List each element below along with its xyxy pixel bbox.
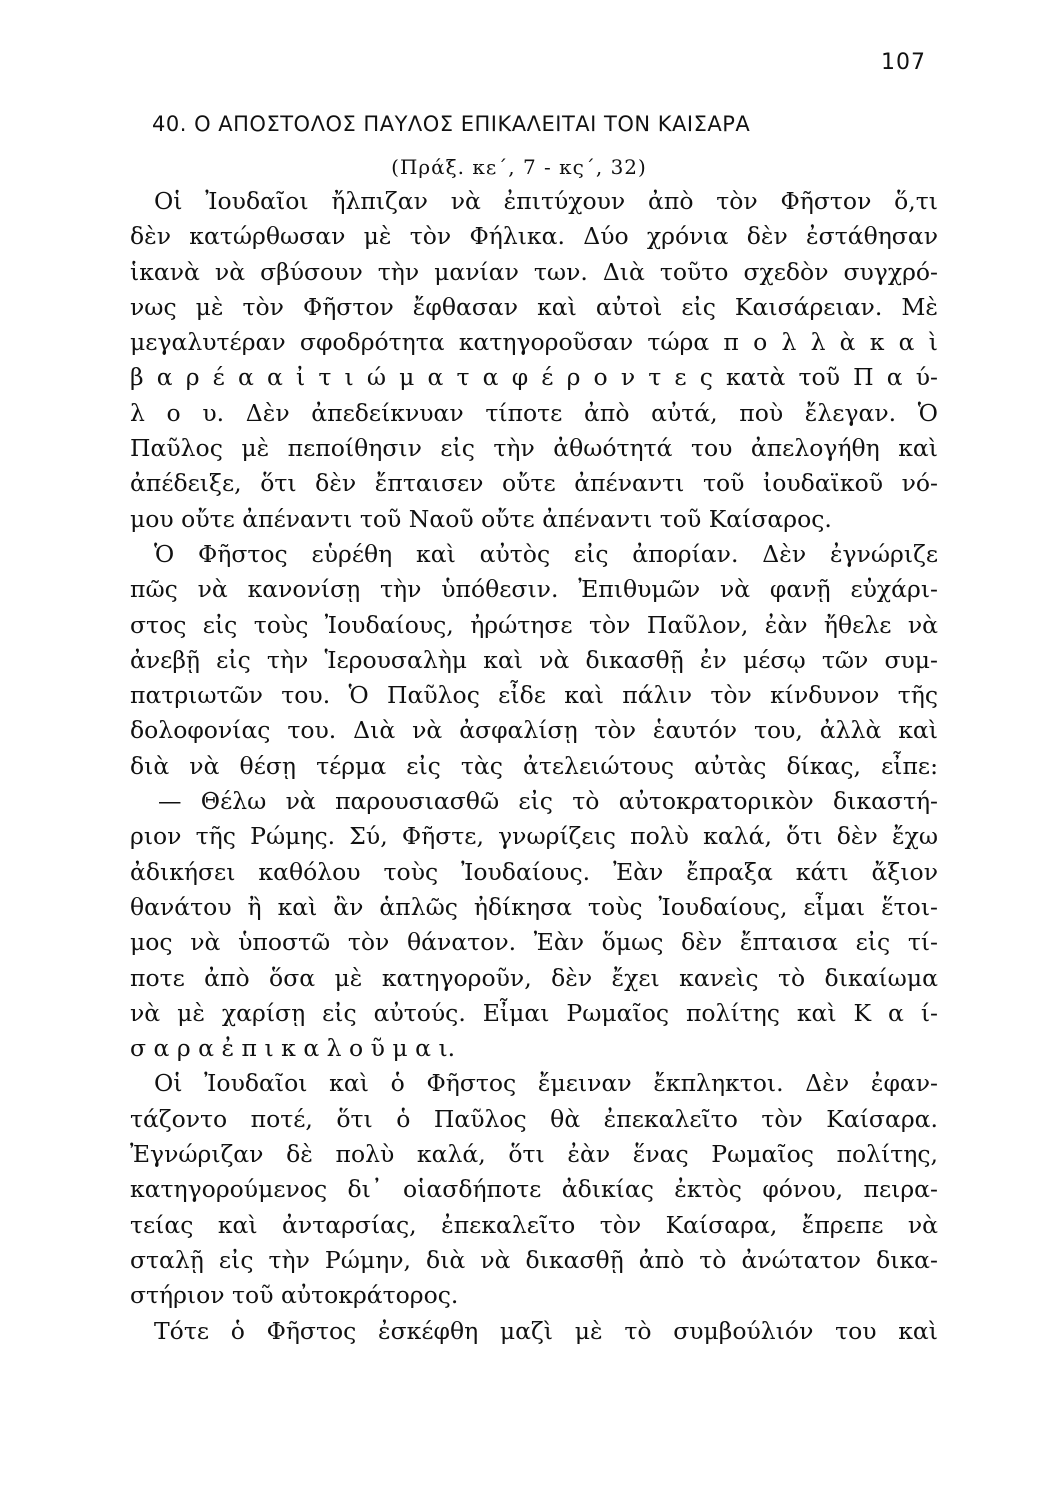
text-line: σταλῇ εἰς τὴν Ρώμην, διὰ νὰ δικασθῇ ἀπὸ τὸ ἀνώτατον δικα-: [130, 1245, 938, 1274]
text-line: Παῦλος μὲ πεποίθησιν εἰς τὴν ἀθωότητά του ἀπελογήθη καὶ: [130, 434, 938, 463]
text-line: στος εἰς τοὺς Ἰουδαίους, ἠρώτησε τὸν Παῦλον, ἐὰν ἤθελε νὰ: [130, 610, 938, 639]
text-line: Ὁ Φῆστος εὑρέθη καὶ αὐτὸς εἰς ἀπορίαν. Δὲν ἐγνώριζε: [154, 539, 938, 568]
text-line: στήριον τοῦ αὐτοκράτορος.: [130, 1281, 459, 1310]
text-line: ἀπέδειξε, ὅτι δὲν ἔπταισεν οὔτε ἀπέναντι τοῦ ἰουδαϊκοῦ νό-: [130, 469, 938, 498]
text-line: δὲν κατώρθωσαν μὲ τὸν Φήλικα. Δύο χρόνια δὲν ἐστάθησαν: [130, 222, 938, 251]
text-line: ἀδικήσει καθόλου τοὺς Ἰουδαίους. Ἐὰν ἔπραξα κάτι ἄξιον: [130, 857, 938, 886]
text-line: Οἱ Ἰουδαῖοι ἤλπιζαν νὰ ἐπιτύχουν ἀπὸ τὸν Φῆστον ὅ,τι: [154, 187, 938, 215]
scripture-reference: (Πράξ. κε΄, 7 - κς΄, 32): [391, 155, 647, 179]
text-line: ἀνεβῇ εἰς τὴν Ἱερουσαλὴμ καὶ νὰ δικασθῇ ἐν μέσῳ τῶν συμ-: [130, 645, 938, 674]
text-line: σ α ρ α ἐ π ι κ α λ ο ῦ μ α ι.: [130, 1034, 456, 1063]
text-line: δολοφονίας του. Διὰ νὰ ἀσφαλίσῃ τὸν ἑαυτόν του, ἀλλὰ καὶ: [130, 716, 938, 745]
text-line: ἱκανὰ νὰ σβύσουν τὴν μανίαν των. Διὰ τοῦτο σχεδὸν συγχρό-: [130, 257, 938, 286]
text-line: — Θέλω νὰ παρουσιασθῶ εἰς τὸ αὐτοκρατορικὸν δικαστή-: [158, 787, 938, 816]
text-line: Οἱ Ἰουδαῖοι καὶ ὁ Φῆστος ἔμειναν ἔκπληκτοι. Δὲν ἐφαν-: [154, 1069, 938, 1098]
text-line: ποτε ἀπὸ ὅσα μὲ κατηγοροῦν, δὲν ἔχει κανεὶς τὸ δικαίωμα: [130, 963, 938, 992]
text-line: νως μὲ τὸν Φῆστον ἔφθασαν καὶ αὐτοὶ εἰς Καισάρειαν. Μὲ: [130, 292, 938, 321]
text-line: διὰ νὰ θέσῃ τέρμα εἰς τὰς ἀτελειώτους αὐτὰς δίκας, εἶπε:: [130, 751, 938, 780]
text-line: πατριωτῶν του. Ὁ Παῦλος εἶδε καὶ πάλιν τὸν κίνδυνον τῆς: [130, 681, 938, 710]
text-line: μου οὔτε ἀπέναντι τοῦ Ναοῦ οὔτε ἀπέναντι τοῦ Καίσαρος.: [130, 504, 832, 533]
text-line: τάζοντο ποτέ, ὅτι ὁ Παῦλος θὰ ἐπεκαλεῖτο τὸν Καίσαρα.: [130, 1104, 938, 1133]
text-line: λ ο υ. Δὲν ἀπεδείκνυαν τίποτε ἀπὸ αὐτά, ποὺ ἔλεγαν. Ὁ: [130, 398, 938, 427]
text-line: μεγαλυτέραν σφοδρότητα κατηγοροῦσαν τώρα π ο λ λ ὰ κ α ὶ: [130, 328, 938, 357]
body-text: [130, 184, 938, 1349]
text-line: Ἐγνώριζαν δὲ πολὺ καλά, ὅτι ἐὰν ἕνας Ρωμαῖος πολίτης,: [130, 1140, 938, 1169]
text-line: κατηγορούμενος δι᾿ οἱασδήποτε ἀδικίας ἐκτὸς φόνου, πειρα-: [130, 1175, 938, 1204]
text-line: τείας καὶ ἀνταρσίας, ἐπεκαλεῖτο τὸν Καίσαρα, ἔπρεπε νὰ: [130, 1210, 938, 1239]
text-line: πῶς νὰ κανονίσῃ τὴν ὑπόθεσιν. Ἐπιθυμῶν νὰ φανῇ εὐχάρι-: [130, 575, 938, 604]
page-number: 107: [881, 50, 926, 75]
text-line: ριον τῆς Ρώμης. Σύ, Φῆστε, γνωρίζεις πολὺ καλά, ὅτι δὲν ἔχω: [130, 822, 938, 851]
text-line: νὰ μὲ χαρίσῃ εἰς αὐτούς. Εἶμαι Ρωμαῖος πολίτης καὶ Κ α ί-: [130, 998, 938, 1027]
text-line: θανάτου ἢ καὶ ἂν ἁπλῶς ἠδίκησα τοὺς Ἰουδαίους, εἶμαι ἕτοι-: [130, 892, 938, 921]
text-line: μος νὰ ὑποστῶ τὸν θάνατον. Ἐὰν ὅμως δὲν ἔπταισα εἰς τί-: [130, 928, 938, 957]
chapter-heading: 40. Ο ΑΠΟΣΤΟΛΟΣ ΠΑΥΛΟΣ ΕΠΙΚΑΛΕΙΤΑΙ ΤΟΝ ΚΑΙΣΑΡΑ: [152, 112, 751, 136]
text-line: Τότε ὁ Φῆστος ἐσκέφθη μαζὶ μὲ τὸ συμβούλιόν του καὶ: [154, 1316, 938, 1345]
text-line: β α ρ έ α α ἰ τ ι ώ μ α τ α φ έ ρ ο ν τ ε ς κατὰ τοῦ Π α ύ-: [130, 363, 938, 392]
